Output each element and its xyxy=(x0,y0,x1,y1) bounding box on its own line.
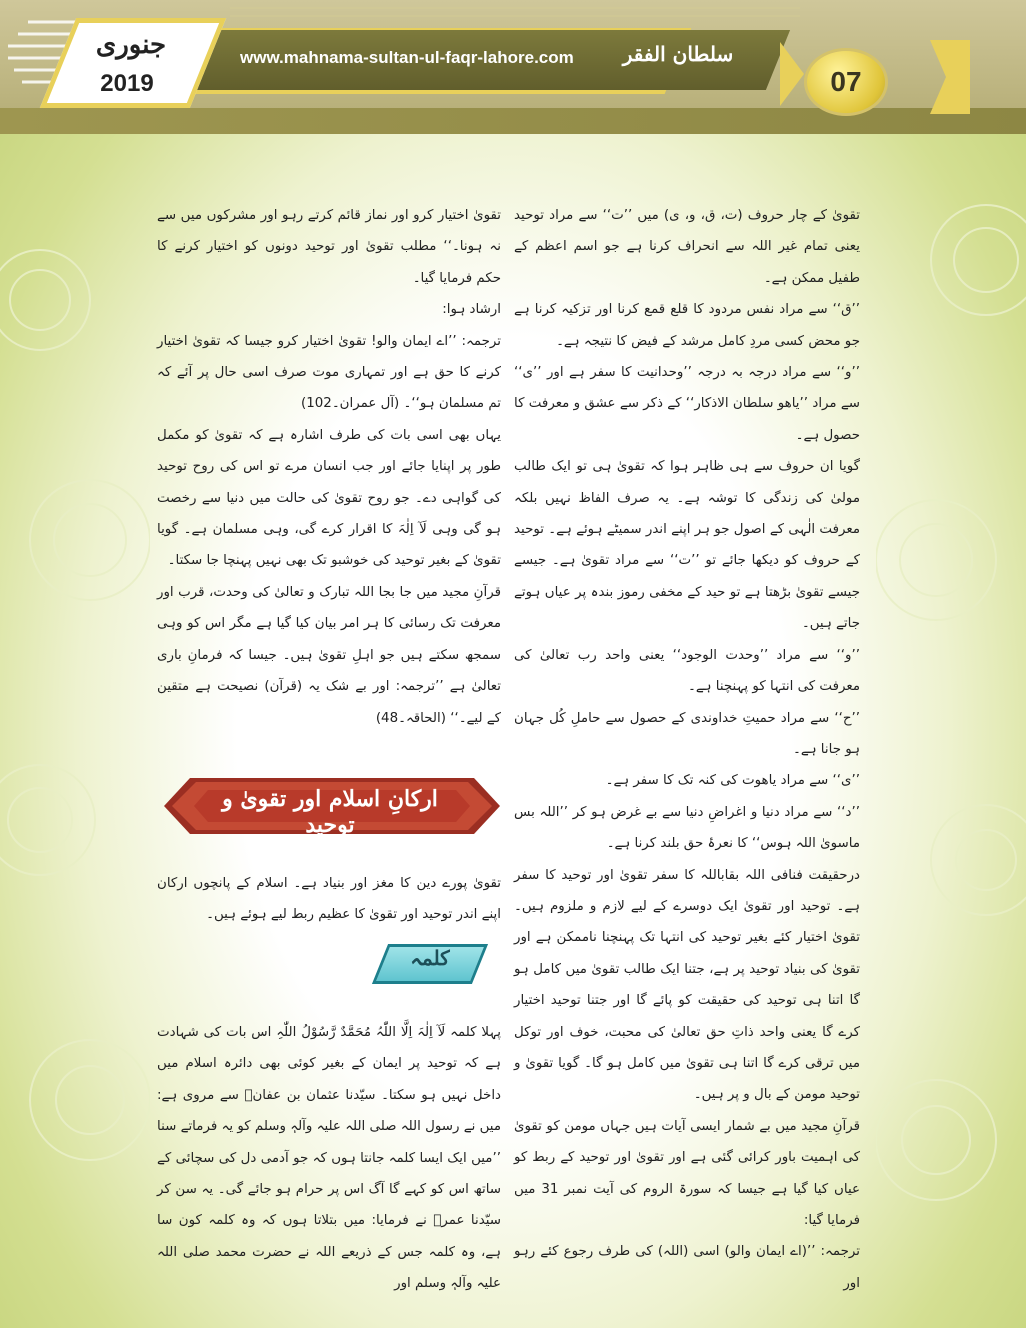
paragraph: ’’و‘‘ سے مراد درجہ بہ درجہ ’’وحدانیت کا سفر ہے اور ’’ی‘‘ سے مراد ’’یاھو سلطان الاذکار‘‘ کے ذکر سے عشق و معرفت کا حصول ہے۔ xyxy=(514,365,860,443)
right-ornament-pattern xyxy=(876,140,1026,1328)
article-column-right xyxy=(514,200,860,1299)
issue-month: جنوری xyxy=(95,30,167,60)
article-column-left-bottom xyxy=(157,1017,501,1300)
paragraph: تقویٰ اختیار کرو اور نماز قائم کرتے رہو اور مشرکوں میں سے نہ ہونا۔‘‘ مطلب تقویٰ اور توحید دونوں کو اختیار کرنے کا حکم فرمایا گیا۔ xyxy=(157,208,501,286)
paragraph: قرآنِ مجید میں بے شمار ایسی آیات ہیں جہاں مومن کو تقویٰ کی اہمیت باور کرائی گئی ہے اور تقویٰ اور توحید کے ربط کو عیاں کیا گیا ہے جیسا کہ سورۃ الروم کی آیت نمبر 31 میں فرمایا گیا: xyxy=(514,1118,860,1228)
paragraph: قرآنِ مجید میں جا بجا اللہ تبارک و تعالیٰ کی وحدت، قرب اور معرفت تک رسائی کا ہر امر بیان کیا گیا ہے مگر اس کو وہی سمجھ سکتے ہیں جو اہلِ تقویٰ ہیں۔ جیسا کہ فرمانِ باری تعالیٰ ہے ’’ترجمہ: اور بے شک یہ (قرآن) نصیحت ہے متقین کے لیے۔‘‘ (الحاقہ۔48) xyxy=(157,584,501,726)
left-ornament-pattern xyxy=(0,140,150,1328)
paragraph: ارشاد ہوا: xyxy=(442,302,501,318)
article-column-left-mid xyxy=(157,868,501,931)
magazine-logo-title: سلطان الفقر xyxy=(622,42,734,66)
paragraph: ’’و‘‘ سے مراد ’’وحدت الوجود‘‘ یعنی واحد رب تعالیٰ کی معرفت کی انتہا کو پہنچنا ہے۔ xyxy=(514,647,860,695)
article-column-left-top xyxy=(157,200,501,734)
paragraph: تقویٰ کے چار حروف (ت، ق، و، ی) میں ’’ت‘‘ سے مراد توحید یعنی تمام غیر اللہ سے انحراف کرنا ہے جو اسم اعظم کے طفیل ممکن ہے۔ xyxy=(514,208,860,286)
paragraph: تقویٰ پورے دین کا مغز اور بنیاد ہے۔ اسلام کے پانچوں ارکان اپنے اندر توحید اور تقویٰ کا عظیم ربط لیے ہوئے ہیں۔ xyxy=(157,876,501,923)
header-lower-band xyxy=(0,108,1026,134)
issue-year: 2019 xyxy=(100,70,154,97)
page-number: 07 xyxy=(804,48,888,116)
paragraph: ’’ح‘‘ سے مراد حمیتِ خداوندی کے حصول سے حاملِ کُل جہان ہو جانا ہے۔ xyxy=(514,710,860,757)
paragraph: یہاں بھی اسی بات کی طرف اشارہ ہے کہ تقویٰ کو مکمل طور پر اپنایا جائے اور جب انسان مرے تو اس کی روح توحید کی گواہی دے۔ جو روح تقویٰ کی حالت میں دنیا سے رخصت ہو گی وہی لَآ اِلٰہَ کا اقرار کرے گی، وہی مسلمان ہے۔ گویا تقویٰ کے بغیر توحید کی خوشبو تک بھی نہیں پہنچا جا سکتا۔ xyxy=(157,427,501,569)
paragraph: گویا ان حروف سے ہی ظاہر ہوا کہ تقویٰ ہی تو ایک طالب مولیٰ کی زندگی کا توشہ ہے۔ یہ صرف الفاظ نہیں بلکہ معرفت الٰہی کے اصول جو ہر اپنے اندر سمیٹے ہوئے ہے۔ توحید کے حروف کو دیکھا جائے تو ’’ت‘‘ سے مراد تقویٰ ہے۔ جیسے جیسے تقویٰ بڑھتا ہے تو حید کے مخفی رموز بندہ پر عیاں ہوتے جاتے ہیں۔ xyxy=(514,459,860,632)
section-heading: ارکانِ اسلام اور تقویٰ و توحید xyxy=(222,786,438,838)
paragraph: ’’ق‘‘ سے مراد نفس مردود کا قلع قمع کرنا اور تزکیہ کرنا ہے جو محض کسی مردِ کامل مرشد کے فیض کا نتیجہ ہے۔ xyxy=(514,302,860,349)
paragraph: ’’د‘‘ سے مراد دنیا و اغراضِ دنیا سے بے غرض ہو کر ’’اللہ بس ماسویٰ اللہ ہوس‘‘ کا نعرۂ حق بلند کرنا ہے۔ xyxy=(514,804,860,852)
paragraph: ترجمہ: ’’اے ایمان والو! تقویٰ اختیار کرو جیسا کہ تقویٰ اختیار کرنے کا حق ہے اور تمہاری موت صرف اسی حال پر آئے کہ تم مسلمان ہو‘‘۔ (آل عمران۔102) xyxy=(157,333,501,412)
subheading-kalma: کلمہ xyxy=(410,946,450,970)
paragraph: ’’ی‘‘ سے مراد یاھوت کی کنہ تک کا سفر ہے۔ xyxy=(605,773,860,789)
chevron-decoration xyxy=(780,42,804,106)
paragraph: ترجمہ: ’’(اے ایمان والو) اسی (اللہ) کی طرف رجوع کئے رہو اور xyxy=(514,1244,860,1291)
website-url[interactable]: www.mahnama-sultan-ul-faqr-lahore.com xyxy=(240,48,574,67)
paragraph: درحقیقت فنافی اللہ بقاباللہ کا سفر تقویٰ اور توحید کا سفر ہے۔ توحید اور تقویٰ ایک دوسرے کے لیے لازم و ملزوم ہیں۔ تقویٰ اختیار کئے بغیر توحید کی انتہا تک پہنچنا ناممکن ہے اور تقویٰ کی بنیاد توحید پر ہے، جتنا ایک طالب تقویٰ میں کامل ہو گا اتنا ہی توحید کی حقیقت کو پائے گا اور جتنا توحید اختیار کرے گا یعنی واحد ذاتِ حق تعالیٰ کی محبت، خوف اور توکل میں ترقی کرے گا اتنا ہی تقویٰ میں کامل ہو گا۔ گویا تقویٰ و توحید مومن کے بال و پر ہیں۔ xyxy=(514,867,860,1103)
paragraph: پہلا کلمہ لَآ اِلٰہَ اِلَّا اللّٰہُ مُحَمَّدٌ رَّسُوْلُ اللّٰہِ اس بات کی شہادت ہے کہ توحید پر ایمان کے بغیر کوئی بھی دائرہ اسلام میں داخل نہیں ہو سکتا۔ سیّدنا عثمان بن عفانؓ سے مروی ہے: میں نے رسول اللہ صلی اللہ علیہ وآلہٖ وسلم کو یہ فرماتے سنا ’’میں ایک ایسا کلمہ جانتا ہوں کہ جو آدمی دل کی سچائی کے ساتھ اس کو کہے گا آگ اس پر حرام ہو جائے گی۔ یہ سن کر سیّدنا عمرؓ نے فرمایا: میں بتلاتا ہوں کہ وہ کلمہ کون سا ہے، وہ کلمہ جس کے ذریعے اللہ نے حضرت محمد صلی اللہ علیہ وآلہٖ وسلم اور xyxy=(157,1025,501,1292)
